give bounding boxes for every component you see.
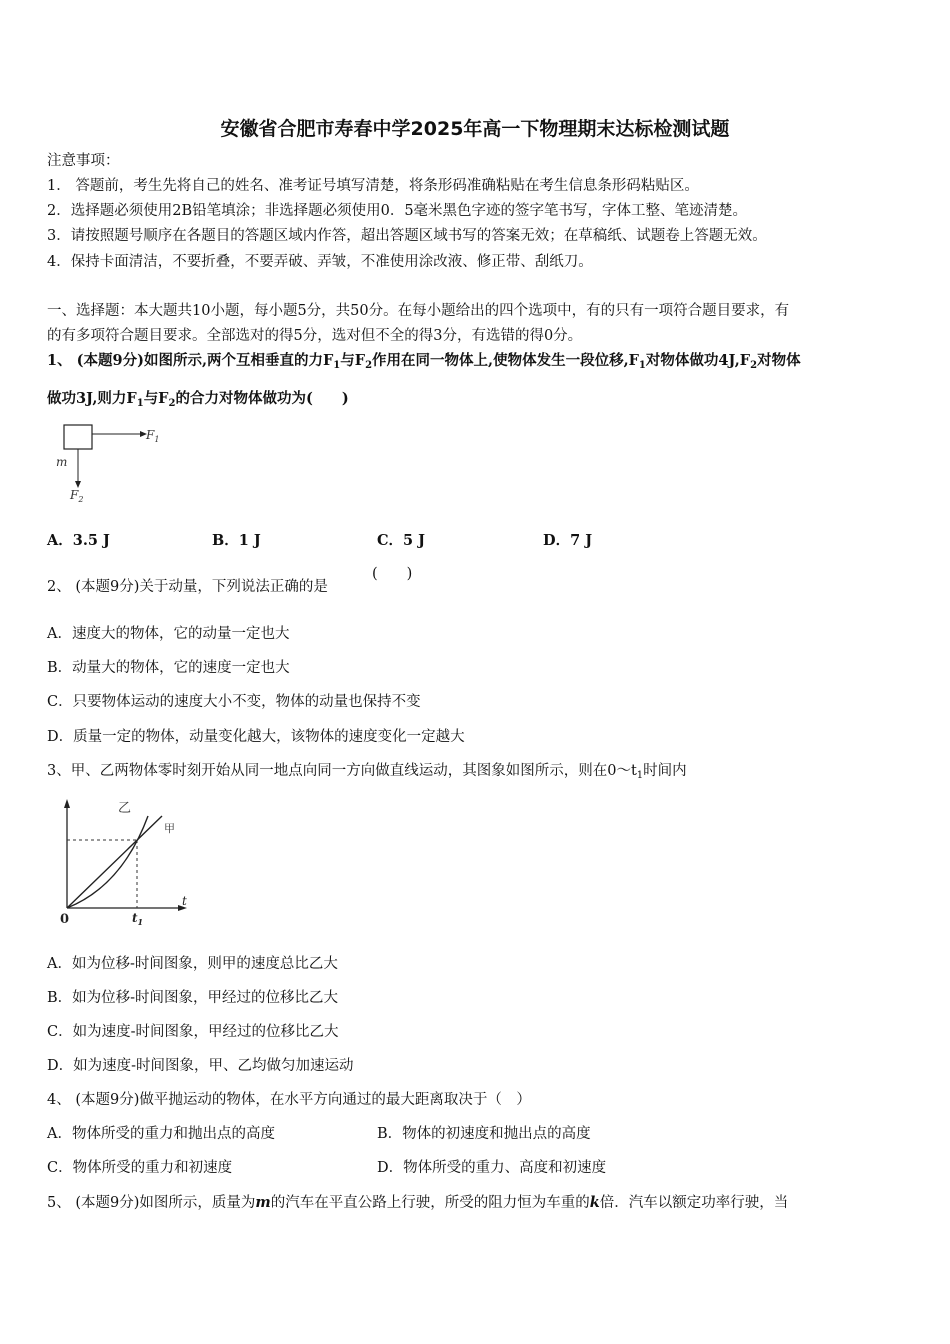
curve-yi <box>67 816 148 908</box>
q2-option-c[interactable]: C．只要物体运动的速度大小不变，物体的动量也保持不变 <box>47 694 421 710</box>
q3-option-c[interactable]: C．如为速度-时间图象，甲经过的位移比乙大 <box>47 1024 339 1040</box>
notice-item-1: 1． 答题前，考生先将自己的姓名、准考证号填写清楚，将条形码准确粘贴在考生信息条形码粘贴区。 <box>47 178 699 194</box>
q4-option-b[interactable]: B．物体的初速度和抛出点的高度 <box>377 1126 591 1142</box>
label-m: m <box>56 455 68 469</box>
q2-option-d[interactable]: D．质量一定的物体，动量变化越大，该物体的速度变化一定越大 <box>47 729 465 745</box>
label-jia: 甲 <box>164 822 175 835</box>
q4-option-a[interactable]: A．物体所受的重力和抛出点的高度 <box>47 1126 275 1142</box>
q4-option-c[interactable]: C．物体所受的重力和初速度 <box>47 1160 233 1176</box>
q4-option-d[interactable]: D．物体所受的重力、高度和初速度 <box>377 1160 607 1176</box>
question-2-stem: 2、 (本题9分)关于动量，下列说法正确的是 <box>47 579 328 595</box>
section-intro-line-2: 的有多项符合题目要求。全部选对的得5分，选对但不全的得3分，有选错的得0分。 <box>47 328 583 344</box>
question-3-stem: 3、甲、乙两物体零时刻开始从同一地点向同一方向做直线运动，其图象如图所示，则在$0\sim t_1$时间内 <box>47 763 687 781</box>
label-origin: 0 <box>60 912 70 927</box>
question-5-stem: 5、 (本题9分)如图所示，质量为m的汽车在平直公路上行驶，所受的阻力恒为车重的k倍．汽车以额定功率行驶，当 <box>47 1194 789 1211</box>
label-f2: $F_2$ <box>70 488 84 504</box>
q3-option-b[interactable]: B．如为位移-时间图象，甲经过的位移比乙大 <box>47 990 339 1006</box>
q3-option-d[interactable]: D．如为速度-时间图象，甲、乙均做匀加速运动 <box>47 1058 354 1074</box>
q1-option-c[interactable]: C．5 J <box>377 532 426 549</box>
question-1-stem: 1、 (本题9分)如图所示,两个互相垂直的力$F_1$与$F_2$作用在同一物体上,使物体发生一段位移$,F_1$对物体做功$4J,F_2$对物体 <box>47 352 801 371</box>
question-4-stem: 4、 (本题9分)做平抛运动的物体，在水平方向通过的最大距离取决于（ ） <box>47 1092 531 1108</box>
notice-item-3: 3．请按照题号顺序在各题目的答题区域内作答，超出答题区域书写的答案无效；在草稿纸、试题卷上答题无效。 <box>47 228 767 244</box>
force-diagram <box>50 418 180 508</box>
page-title: 安徽省合肥市寿春中学2025年高一下物理期末达标检测试题 <box>220 118 730 140</box>
q3-option-a[interactable]: A．如为位移-时间图象，则甲的速度总比乙大 <box>47 956 338 972</box>
notice-heading: 注意事项： <box>47 153 120 169</box>
motion-graph <box>52 796 202 931</box>
q2-option-a[interactable]: A．速度大的物体，它的动量一定也大 <box>47 626 290 642</box>
label-t1: $t_1$ <box>132 911 144 927</box>
question-1-stem-line-2: 做功3J,则力$F_1$与$F_2$的合力对物体做功为( ) <box>47 390 349 409</box>
question-2-answer-paren: ( ) <box>372 566 413 582</box>
q1-option-a[interactable]: A．3.5 J <box>47 532 110 549</box>
label-t-axis: t <box>182 894 187 908</box>
q1-option-b[interactable]: B．1 J <box>212 532 261 549</box>
q2-option-b[interactable]: B．动量大的物体，它的速度一定也大 <box>47 660 290 676</box>
section-intro-line-1: 一、选择题：本大题共10小题，每小题5分，共50分。在每小题给出的四个选项中，有的只有一项符合题目要求，有 <box>47 303 790 319</box>
block-mass <box>64 425 92 449</box>
notice-item-4: 4．保持卡面清洁，不要折叠，不要弄破、弄皱，不准使用涂改液、修正带、刮纸刀。 <box>47 254 593 270</box>
label-yi: 乙 <box>118 801 132 816</box>
line-jia <box>67 816 162 908</box>
label-f1: $F_1$ <box>146 428 160 444</box>
q1-option-d[interactable]: D．7 J <box>543 532 593 549</box>
notice-item-2: 2．选择题必须使用2B铅笔填涂；非选择题必须使用0．5毫米黑色字迹的签字笔书写，字体工整、笔迹清楚。 <box>47 203 748 219</box>
